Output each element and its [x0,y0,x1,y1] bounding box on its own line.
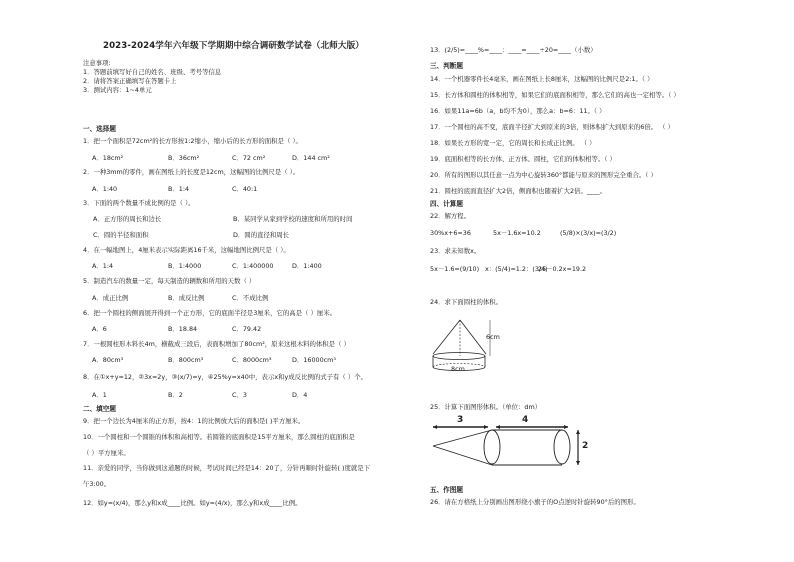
fig25-mid-length: 4 [522,415,529,425]
equation-23c: 25－0.2x=19.2 [538,265,587,273]
answer-option: A．正方形的周长和边长 [93,215,162,223]
answer-option: C．8000cm³ [232,356,272,364]
question-text: 12．如y=(x/4)，那么y和x成____比例。如y=(4/x)，那么y和x成____比例。 [83,499,302,507]
question-text: 5．制造汽车的数量一定，每天制造的辆数和所用的天数（ ） [83,277,256,285]
question-text: 7．一根圆柱形木料长4m，横截成三段后，表面积增加了80cm²，原来这根木料的体积是（ ） [83,340,350,348]
answer-option: A．1:40 [92,185,118,193]
fig24-width-label: 8cm [451,365,465,373]
question-text: 17．一个圆柱的高不变，底面半径扩大到原来的3倍，则体积扩大到原来的6倍。 （ ） [430,123,674,131]
question-text: 26．请在方格纸上分别画出图形绕小旗子的O点逆时针旋转90°后的图形。 [430,498,640,506]
question-text: 4．在一幅地图上，4厘米表示实际距离16千米，这幅地图比例尺是（ ）。 [83,246,290,254]
question-text: 20．所有的图形以其任意一点为中心旋转360°都能与原来的图形完全重合。（ ） [430,171,657,179]
equation-22b: 5x－1.6x=10.2 [493,229,541,237]
answer-option: D．圆的直径和周长 [233,231,290,239]
question-text: 30%x+6=36 [430,229,471,237]
answer-option: B．18.84 [168,325,198,333]
page-title: 2023-2024学年六年级下学期期中综合调研数学试卷（北师大版） [103,41,364,51]
notice-item-3: 3．测试内容：1~4单元 [83,86,152,94]
question-text: 15．长方体和圆柱的体积相等，如果它们的底面积相等，那么它们的高也一定相等。（ ） [430,91,680,99]
answer-option: C．不成比例 [232,294,269,302]
question-text: 9．把一个边长为4厘米的正方形，按4：1的比例放大后的面积是( )平方厘米。 [83,417,305,425]
fig25-height-length: 2 [582,441,589,451]
answer-option: A．成正比例 [92,294,129,302]
notice-item-2: 2．请将答案正确填写在答题卡上 [83,77,177,85]
fig24-height-label: 6cm [486,333,500,341]
question-text: 25．计算下面图形体积。（单位：dm） [430,403,542,411]
answer-option: B．800cm³ [168,356,204,364]
answer-option: A．80cm³ [92,356,124,364]
answer-option: C．72 cm² [232,154,266,162]
answer-option: B．1:4 [168,185,190,193]
equation-22c: (5/8)×(3/x)=(3/2) [560,229,617,237]
question-text: 6．把一个圆柱的侧面展开得到一个正方形，它的底面半径是3厘米，它的高是（ ）厘米。 [83,309,337,317]
question-text: 24．求下面圆柱的体积。 [430,298,503,306]
equation-23b: x：(5/4)=1.2：(3/4) [485,265,548,273]
question-text: （ ）平方厘米。 [83,449,130,457]
answer-option: B．成反比例 [168,294,205,302]
question-text: 3．下面的两个数量不成比例的是（ ）。 [83,199,195,207]
notice-item-1: 1．答题前填写好自己的姓名、班级、考号等信息 [83,68,222,76]
question-text: 23．求未知数x。 [430,247,481,255]
answer-option: C．1:400000 [232,262,274,270]
answer-option: C．3 [232,391,247,399]
section-heading: 三、判断题 [430,62,463,70]
answer-option: B．36cm² [168,154,200,162]
question-text: 8．在①x+y=12，②3x=2y，③(x/7)=y，④25%y=x40中，表示x和y成反比例的式子有（ ）个。 [83,373,368,381]
question-text: 22．解方程。 [430,212,471,220]
question-text: 19．底面积相等的长方体、正方体、圆柱，它们的体积相等。（ ） [430,155,616,163]
question-text: 16．如果11a=6b（a，b均不为0），那么a：b=6：11。（ ） [430,107,606,115]
equation-23a: 5x－1.6=(9/10) [430,265,480,273]
answer-option: C．79.42 [232,325,262,333]
section-heading: 五、作图题 [430,486,463,494]
cone-cylinder-figure [428,318,508,376]
question-text: 14．一个机器零件长4毫米，画在图纸上长8厘米，这幅图的比例尺是2:1。（ ） [430,75,654,83]
answer-option: C．40:1 [232,185,258,193]
answer-option: B．1:4000 [168,262,202,270]
question-text: 13．(2/5)=____%=____：____=____÷20=____（小数） [430,46,597,54]
fig25-left-length: 3 [457,415,464,425]
question-text: 18．如果长方形的宽一定，它的周长和长成正比例。 （ ） [430,139,596,147]
answer-option: B．2 [168,391,183,399]
question-text: 21．圆柱的底面直径扩大2倍，侧面积也随着扩大2倍。____。 [430,187,607,195]
question-text: 10．一个圆柱和一个圆锥的体积和高相等。若圆锥的底面积是15平方厘米，那么圆柱的底面积是 [83,433,355,441]
section-heading: 二、填空题 [83,405,116,413]
answer-option: A．18cm² [92,154,124,162]
answer-option: A．6 [92,325,107,333]
cone-cylinder-horizontal-figure [428,415,588,477]
answer-option: D．1:400 [292,262,322,270]
question-text: 1．把一个面积是72cm²的长方形按1:2缩小，缩小后的长方形的面积是（ ）。 [83,137,302,145]
answer-option: A．1 [92,391,107,399]
answer-option: D．144 cm² [292,154,330,162]
answer-option: B．某同学从家到学校的速度和所用的时间 [233,215,353,223]
question-text: 2．一种3mm的零件，画在图纸上的长度是12cm，这幅图的比例尺是（ ）。 [83,168,300,176]
section-heading: 四、计算题 [430,200,463,208]
question-text: 11．亲爱的同学，当你做到这道题的时候，考试时间已经是14：20了，分针再顺时针旋转( )度就是下 [83,464,371,472]
notice-header: 注意事项: [83,59,111,67]
question-text: 午3:00。 [83,480,111,488]
section-heading: 一、选择题 [83,125,116,133]
answer-option: D．4 [292,391,308,399]
answer-option: D．16000cm³ [292,356,336,364]
answer-option: C．圆的半径和面积 [93,231,149,239]
answer-option: A．1:4 [92,262,114,270]
